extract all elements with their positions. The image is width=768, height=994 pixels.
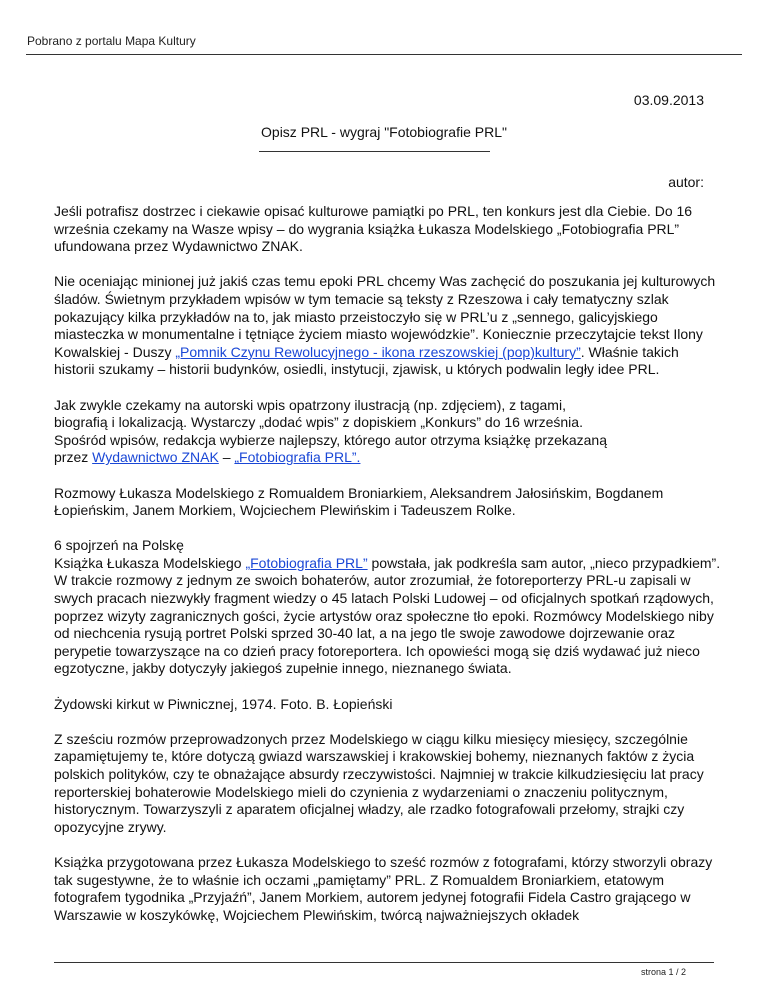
paragraph-text: Nie oceniając minionej już jakiś czas temu epoki PRL chcemy Was zachęcić do poszukania jej kulturowych śladów. Świetnym przykładem wpisów w tym temacie są teksty z Rzeszowa i cały tematyczny szlak pokazujący kilka przykładów na to, jak miasto przeistoczyło się w PRL’u z „sennego, galicyjskiego miasteczka w monumentalne i tętniące życiem miasto wojewódzkie”. Koniecznie przeczytajcie tekst Ilony Kowalskiej - Duszy: [54, 273, 716, 360]
pomnik-article-link[interactable]: „Pomnik Czynu Rewolucyjnego - ikona rzeszowskiej (pop)kultury”: [175, 343, 581, 360]
paragraph-intro: Jeśli potrafisz dostrzec i ciekawie opisać kulturowe pamiątki po PRL, ten konkurs jest dla Ciebie. Do 16 września czekamy na Wasze wpisy – do wygrania książka Łukasza Modelskiego „Fotobiografia PRL” ufundowana przez Wydawnictwo ZNAK.: [54, 203, 693, 255]
fotobiografia-book-link[interactable]: „Fotobiografia PRL”: [245, 554, 368, 571]
paragraph-text: . Właśnie takich historii szukamy – historii budynków, osiedli, instytucji, zjawisk, u których podwalin legły idee PRL.: [54, 343, 679, 378]
publication-date: 03.09.2013: [633, 92, 704, 108]
paragraph-six-views: [54, 537, 722, 678]
article-body: [54, 203, 722, 942]
paragraph-line: biografią i lokalizacją. Wystarczy „dodać wpis” z dopiskiem „Konkurs” do 16 września.: [54, 414, 583, 431]
paragraph-line: Jak zwykle czekamy na autorski wpis opatrzony ilustracją (np. zdjęciem), z tagami,: [54, 396, 566, 413]
paragraph-text: Książka Łukasza Modelskiego: [54, 554, 246, 571]
paragraph-interviews: Z sześciu rozmów przeprowadzonych przez Modelskiego w ciągu kilku miesięcy miesięcy, szczególnie zapamiętujemy te, które dotyczą gwiazd warszawskiej i krakowskiej bohemy, nieznanych faktów z życia polskich polityków, czy te obnażające absurdy rzeczywistości. Najmniej w trakcie kilkudziesięciu lat pracy reporterskiej bohaterowie Modelskiego mieli do czynienia z wydarzeniami o znaczeniu politycznym, historycznym. Towarzyszyli z aparatem oficjalnej władzy, ale rzadko fotografowali przełomy, strajki czy opozycyjne zrywy.: [54, 730, 704, 835]
fotobiografia-link[interactable]: „Fotobiografia PRL”.: [234, 449, 361, 466]
paragraph-line: Spośród wpisów, redakcja wybierze najlepszy, którego autor otrzyma książkę przekazaną: [54, 431, 607, 448]
paragraph-text: powstała, jak podkreśla sam autor, „nieco przypadkiem”. W trakcie rozmowy z jednym ze swoich bohaterów, autor zrozumiał, że fotoreporterzy PRL-u zapisali w swych pracach niezwykły fragment wiedzy o 45 latach Polski Ludowej – od oficjalnych spotkań rządowych, poprzez wizyty zagranicznych gości, życie artystów oraz społeczne tło epoki. Rozmówcy Modelskiego niby od niechcenia rysują portret Polski sprzed 30-40 lat, a na jego tle swoje zawodowe dojrzewanie oraz perypetie towarzyszące na co dzień pracy fotoreportera. Ich opowieści mogą się dziś wydawać już nieco egzotyczne, jakby dotyczyły jakiegoś zupełnie innego, nieznanego świata.: [54, 554, 721, 677]
title-underline: [259, 151, 490, 152]
paragraph-interviewees: Rozmowy Łukasza Modelskiego z Romualdem Broniarkiem, Aleksandrem Jałosińskim, Bogdanem Łopieńskim, Janem Morkiem, Wojciechem Plewińskim i Tadeuszem Rolke.: [54, 484, 664, 519]
wydawnictwo-znak-link[interactable]: Wydawnictwo ZNAK: [92, 449, 219, 466]
photo-caption: Żydowski kirkut w Piwnicznej, 1974. Foto. B. Łopieński: [54, 695, 393, 712]
paragraph-contest-rules: [54, 397, 722, 467]
paragraph-book-summary: Książka przygotowana przez Łukasza Modelskiego to sześć rozmów z fotografami, którzy stworzyli obrazy tak sugestywne, że to właśnie ich oczami „pamiętamy” PRL. Z Romualdem Broniarkiem, etatowym fotografem tygodnika „Przyjaźń”, Janem Morkiem, autorem jedynej fotografii Fidela Castro grającego w Warszawie w koszykówkę, Wojciechem Plewińskim, twórcą najważniejszych okładek: [54, 853, 713, 923]
article-title: Opisz PRL - wygraj "Fotobiografie PRL": [261, 124, 507, 140]
paragraph-text: –: [218, 449, 235, 466]
page-number: strona 1 / 2: [640, 967, 686, 977]
source-header: Pobrano z portalu Mapa Kultury: [27, 34, 196, 48]
footer-divider: [54, 962, 714, 963]
header-divider: [26, 54, 742, 55]
section-heading: 6 spojrzeń na Polskę: [54, 537, 184, 554]
author-label: autor:: [668, 174, 704, 190]
paragraph-text: przez: [54, 449, 93, 466]
paragraph-rzeszow: [54, 273, 722, 379]
